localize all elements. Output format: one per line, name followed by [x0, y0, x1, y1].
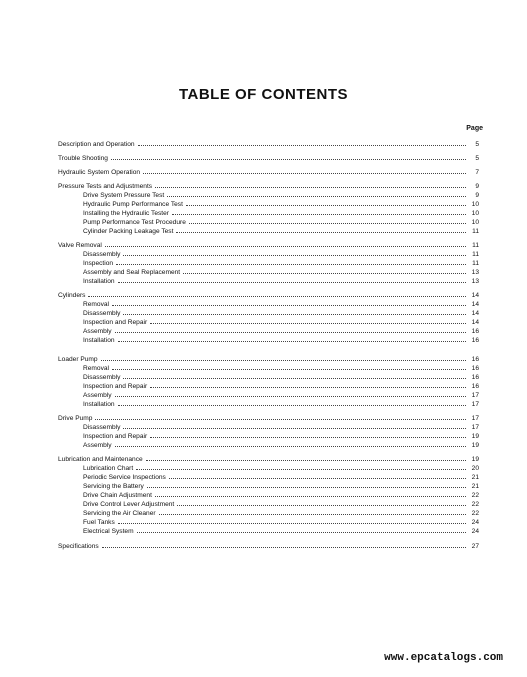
- toc-entry-page: 14: [471, 310, 479, 317]
- dot-leader: [189, 217, 466, 224]
- toc-entry-page: 16: [471, 328, 479, 335]
- toc-entry-page: 17: [471, 392, 479, 399]
- dot-leader: [105, 240, 466, 247]
- dot-leader: [172, 208, 466, 215]
- toc-entry[interactable]: [83, 199, 479, 208]
- page-column-header: Page: [466, 125, 483, 132]
- toc-entry-label: Fuel Tanks: [83, 519, 115, 526]
- toc-entry[interactable]: [83, 490, 479, 499]
- toc-entry-page: 19: [471, 456, 479, 463]
- toc-entry[interactable]: [83, 481, 479, 490]
- toc-entry[interactable]: [58, 454, 479, 463]
- toc-entry-label: Servicing the Air Cleaner: [83, 510, 156, 517]
- toc-entry[interactable]: [83, 363, 479, 372]
- toc-entry-label: Loader Pump: [58, 356, 98, 363]
- toc-entry[interactable]: [83, 317, 479, 326]
- toc-entry[interactable]: [58, 354, 479, 363]
- toc-entry-label: Disassembly: [83, 310, 121, 317]
- toc-entry-page: 11: [472, 260, 479, 267]
- toc-entry-page: 7: [475, 169, 479, 176]
- toc-entry-label: Pressure Tests and Adjustments: [58, 183, 153, 190]
- dot-leader: [155, 490, 466, 497]
- toc-entry-label: Specifications: [58, 543, 99, 550]
- toc-entry-page: 24: [471, 519, 479, 526]
- toc-entry[interactable]: [83, 326, 479, 335]
- toc-entry[interactable]: [83, 381, 479, 390]
- toc-entry[interactable]: [83, 517, 479, 526]
- toc-entry[interactable]: [58, 181, 479, 190]
- toc-entry-label: Lubrication and Maintenance: [58, 456, 143, 463]
- toc-entry[interactable]: [83, 299, 479, 308]
- toc-entry-page: 24: [471, 528, 479, 535]
- toc-entry-page: 5: [475, 155, 479, 162]
- dot-leader: [123, 372, 466, 379]
- toc-entry-page: 11: [472, 228, 479, 235]
- toc-entry-page: 20: [471, 465, 479, 472]
- dot-leader: [118, 276, 466, 283]
- dot-leader: [169, 472, 466, 479]
- toc-entry[interactable]: [58, 290, 479, 299]
- toc-entry-label: Hydraulic System Operation: [58, 169, 141, 176]
- dot-leader: [150, 317, 466, 324]
- toc-entry-label: Description and Operation: [58, 141, 135, 148]
- dot-leader: [143, 167, 466, 174]
- dot-leader: [186, 199, 466, 206]
- toc-entry-page: 5: [475, 141, 479, 148]
- toc-entry-page: 11: [472, 251, 479, 258]
- dot-leader: [115, 326, 466, 333]
- toc-entry-label: Hydraulic Pump Performance Test: [83, 201, 183, 208]
- toc-entry-page: 16: [471, 365, 479, 372]
- toc-entry-label: Valve Removal: [58, 242, 102, 249]
- toc-entry-page: 19: [471, 433, 479, 440]
- toc-entry-label: Inspection and Repair: [83, 383, 148, 390]
- toc-entry[interactable]: [83, 308, 479, 317]
- toc-entry-page: 19: [471, 442, 479, 449]
- toc-entry[interactable]: [83, 226, 479, 235]
- toc-entry-label: Installing the Hydraulic Tester: [83, 210, 170, 217]
- toc-entry-label: Disassembly: [83, 424, 121, 431]
- toc-entry[interactable]: [83, 276, 479, 285]
- toc-entry-label: Cylinder Packing Leakage Test: [83, 228, 174, 235]
- toc-entry-page: 21: [471, 483, 479, 490]
- dot-leader: [123, 249, 466, 256]
- dot-leader: [116, 258, 466, 265]
- dot-leader: [150, 381, 466, 388]
- toc-entry-label: Removal: [83, 301, 110, 308]
- toc-entry-label: Assembly: [83, 442, 112, 449]
- toc-entry-label: Drive Pump: [58, 415, 93, 422]
- toc-entry[interactable]: [58, 139, 479, 148]
- dot-leader: [115, 440, 466, 447]
- toc-entry-label: Drive Chain Adjustment: [83, 492, 152, 499]
- toc-entry-page: 14: [471, 292, 479, 299]
- toc-entry[interactable]: [83, 249, 479, 258]
- toc-entry-page: 9: [475, 183, 479, 190]
- toc-entry-page: 22: [471, 510, 479, 517]
- toc-entry-page: 22: [471, 492, 479, 499]
- toc-entry[interactable]: [83, 440, 479, 449]
- toc-entry-label: Lubrication Chart: [83, 465, 134, 472]
- toc-entry-page: 21: [471, 474, 479, 481]
- toc-entry-page: 9: [475, 192, 479, 199]
- toc-entry-label: Inspection and Repair: [83, 433, 148, 440]
- toc-entry[interactable]: [58, 153, 479, 162]
- toc-entry-label: Drive System Pressure Test: [83, 192, 165, 199]
- toc-entry-page: 16: [471, 337, 479, 344]
- toc-entry-label: Installation: [83, 337, 115, 344]
- toc-entry[interactable]: [83, 508, 479, 517]
- dot-leader: [123, 308, 466, 315]
- toc-entry[interactable]: [83, 499, 479, 508]
- toc-entry[interactable]: [83, 372, 479, 381]
- page-title: TABLE OF CONTENTS: [178, 86, 349, 103]
- toc-entry[interactable]: [83, 399, 479, 408]
- toc-entry-label: Assembly: [83, 328, 112, 335]
- toc-entry[interactable]: [58, 413, 479, 422]
- dot-leader: [159, 508, 466, 515]
- dot-leader: [95, 413, 466, 420]
- dot-leader: [155, 181, 466, 188]
- toc-entry-page: 16: [471, 356, 479, 363]
- toc-entry-page: 27: [471, 543, 479, 550]
- dot-leader: [150, 431, 466, 438]
- watermark: www.epcatalogs.com: [384, 652, 503, 664]
- toc-entry-page: 14: [471, 301, 479, 308]
- toc-entry[interactable]: [83, 472, 479, 481]
- dot-leader: [112, 363, 466, 370]
- toc-entry[interactable]: [83, 208, 479, 217]
- dot-leader: [183, 267, 466, 274]
- toc-entry-label: Drive Control Lever Adjustment: [83, 501, 175, 508]
- toc-entry-label: Disassembly: [83, 251, 121, 258]
- dot-leader: [146, 454, 466, 461]
- toc-entry-page: 16: [471, 374, 479, 381]
- toc-entry-page: 17: [471, 401, 479, 408]
- toc-entry-page: 13: [471, 269, 479, 276]
- toc-entry-page: 13: [471, 278, 479, 285]
- toc-entry-label: Cylinders: [58, 292, 86, 299]
- toc-entry-label: Pump Performance Test Procedure: [83, 219, 186, 226]
- dot-leader: [102, 541, 466, 548]
- toc-entry-page: 17: [471, 415, 479, 422]
- toc-entry[interactable]: [83, 190, 479, 199]
- dot-leader: [115, 390, 466, 397]
- toc-entry-label: Removal: [83, 365, 110, 372]
- toc-entry-label: Periodic Service Inspections: [83, 474, 166, 481]
- toc-entry[interactable]: [83, 422, 479, 431]
- dot-leader: [118, 399, 466, 406]
- dot-leader: [118, 517, 466, 524]
- dot-leader: [136, 463, 466, 470]
- toc-entry[interactable]: [83, 217, 479, 226]
- toc-entry-label: Installation: [83, 278, 115, 285]
- toc-entry[interactable]: [83, 463, 479, 472]
- toc-entry-label: Trouble Shooting: [58, 155, 108, 162]
- toc-entry-label: Assembly and Seal Replacement: [83, 269, 181, 276]
- dot-leader: [137, 526, 466, 533]
- dot-leader: [88, 290, 466, 297]
- toc-entry[interactable]: [83, 390, 479, 399]
- toc-entry[interactable]: [58, 167, 479, 176]
- toc-entry-label: Inspection: [83, 260, 114, 267]
- dot-leader: [112, 299, 466, 306]
- dot-leader: [138, 139, 466, 146]
- dot-leader: [123, 422, 466, 429]
- dot-leader: [147, 481, 466, 488]
- toc-entry[interactable]: [58, 240, 479, 249]
- toc-entry-page: 14: [471, 319, 479, 326]
- toc-entry[interactable]: [83, 431, 479, 440]
- toc-entry[interactable]: [83, 335, 479, 344]
- toc-entry[interactable]: [83, 526, 479, 535]
- toc-entry-label: Inspection and Repair: [83, 319, 148, 326]
- toc-entry-page: 17: [471, 424, 479, 431]
- toc-entry[interactable]: [58, 541, 479, 550]
- dot-leader: [118, 335, 466, 342]
- toc-entry-page: 10: [471, 219, 479, 226]
- dot-leader: [167, 190, 466, 197]
- toc-entry-page: 11: [472, 242, 479, 249]
- toc-entry[interactable]: [83, 258, 479, 267]
- dot-leader: [101, 354, 466, 361]
- toc-entry-label: Installation: [83, 401, 115, 408]
- table-of-contents: [58, 0, 479, 677]
- toc-entry[interactable]: [83, 267, 479, 276]
- toc-entry-page: 10: [471, 210, 479, 217]
- toc-entry-label: Servicing the Battery: [83, 483, 144, 490]
- toc-entry-label: Assembly: [83, 392, 112, 399]
- toc-entry-label: Electrical System: [83, 528, 134, 535]
- dot-leader: [177, 499, 466, 506]
- toc-entry-page: 16: [471, 383, 479, 390]
- dot-leader: [111, 153, 466, 160]
- dot-leader: [176, 226, 466, 233]
- toc-entry-page: 22: [471, 501, 479, 508]
- toc-entry-page: 10: [471, 201, 479, 208]
- toc-entry-label: Disassembly: [83, 374, 121, 381]
